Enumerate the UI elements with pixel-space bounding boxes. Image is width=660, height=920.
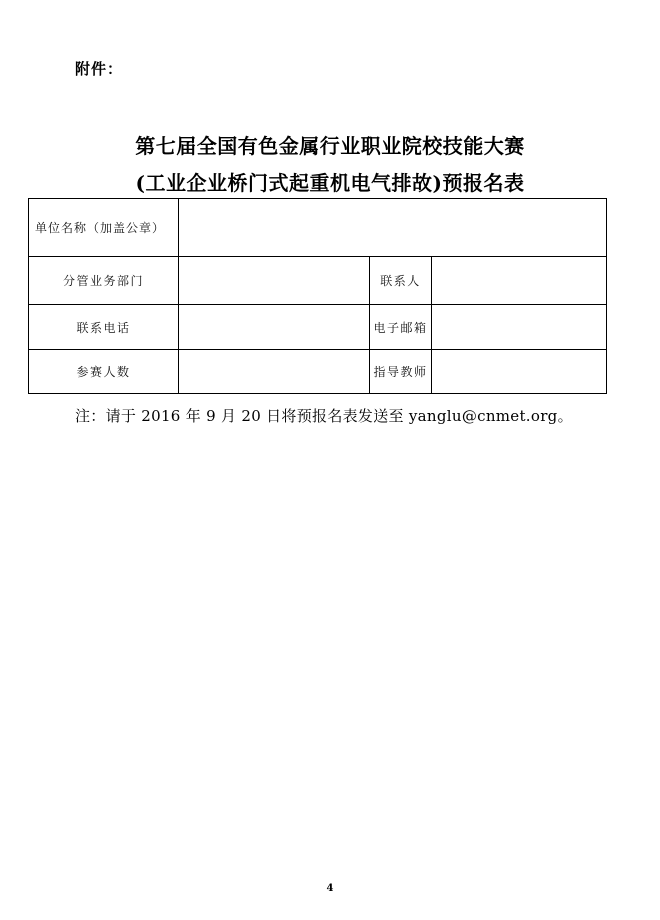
participants-field[interactable] — [179, 350, 370, 394]
department-label: 分管业务部门 — [29, 257, 179, 305]
table-row — [29, 257, 607, 305]
table-row — [29, 305, 607, 350]
unit-name-label: 单位名称（加盖公章） — [29, 199, 179, 257]
submission-note: 注：请于 2016 年 9 月 20 日将预报名表发送至 yanglu@cnmet.org。 — [75, 407, 573, 425]
email-field[interactable] — [432, 305, 607, 350]
unit-name-field[interactable] — [179, 199, 607, 257]
form-title-line-1: 第七届全国有色金属行业职业院校技能大赛 — [135, 134, 525, 158]
contact-person-field[interactable] — [432, 257, 607, 305]
registration-form-table — [28, 198, 607, 394]
instructor-field[interactable] — [432, 350, 607, 394]
attachment-label: 附件： — [75, 60, 124, 78]
email-label: 电子邮箱 — [370, 305, 432, 350]
table-row — [29, 199, 607, 257]
table-row — [29, 350, 607, 394]
phone-field[interactable] — [179, 305, 370, 350]
page-number: 4 — [326, 883, 334, 894]
department-field[interactable] — [179, 257, 370, 305]
participants-label: 参赛人数 — [29, 350, 179, 394]
phone-label: 联系电话 — [29, 305, 179, 350]
form-title-line-2: (工业企业桥门式起重机电气排故)预报名表 — [135, 171, 525, 195]
instructor-label: 指导教师 — [370, 350, 432, 394]
contact-person-label: 联系人 — [370, 257, 432, 305]
